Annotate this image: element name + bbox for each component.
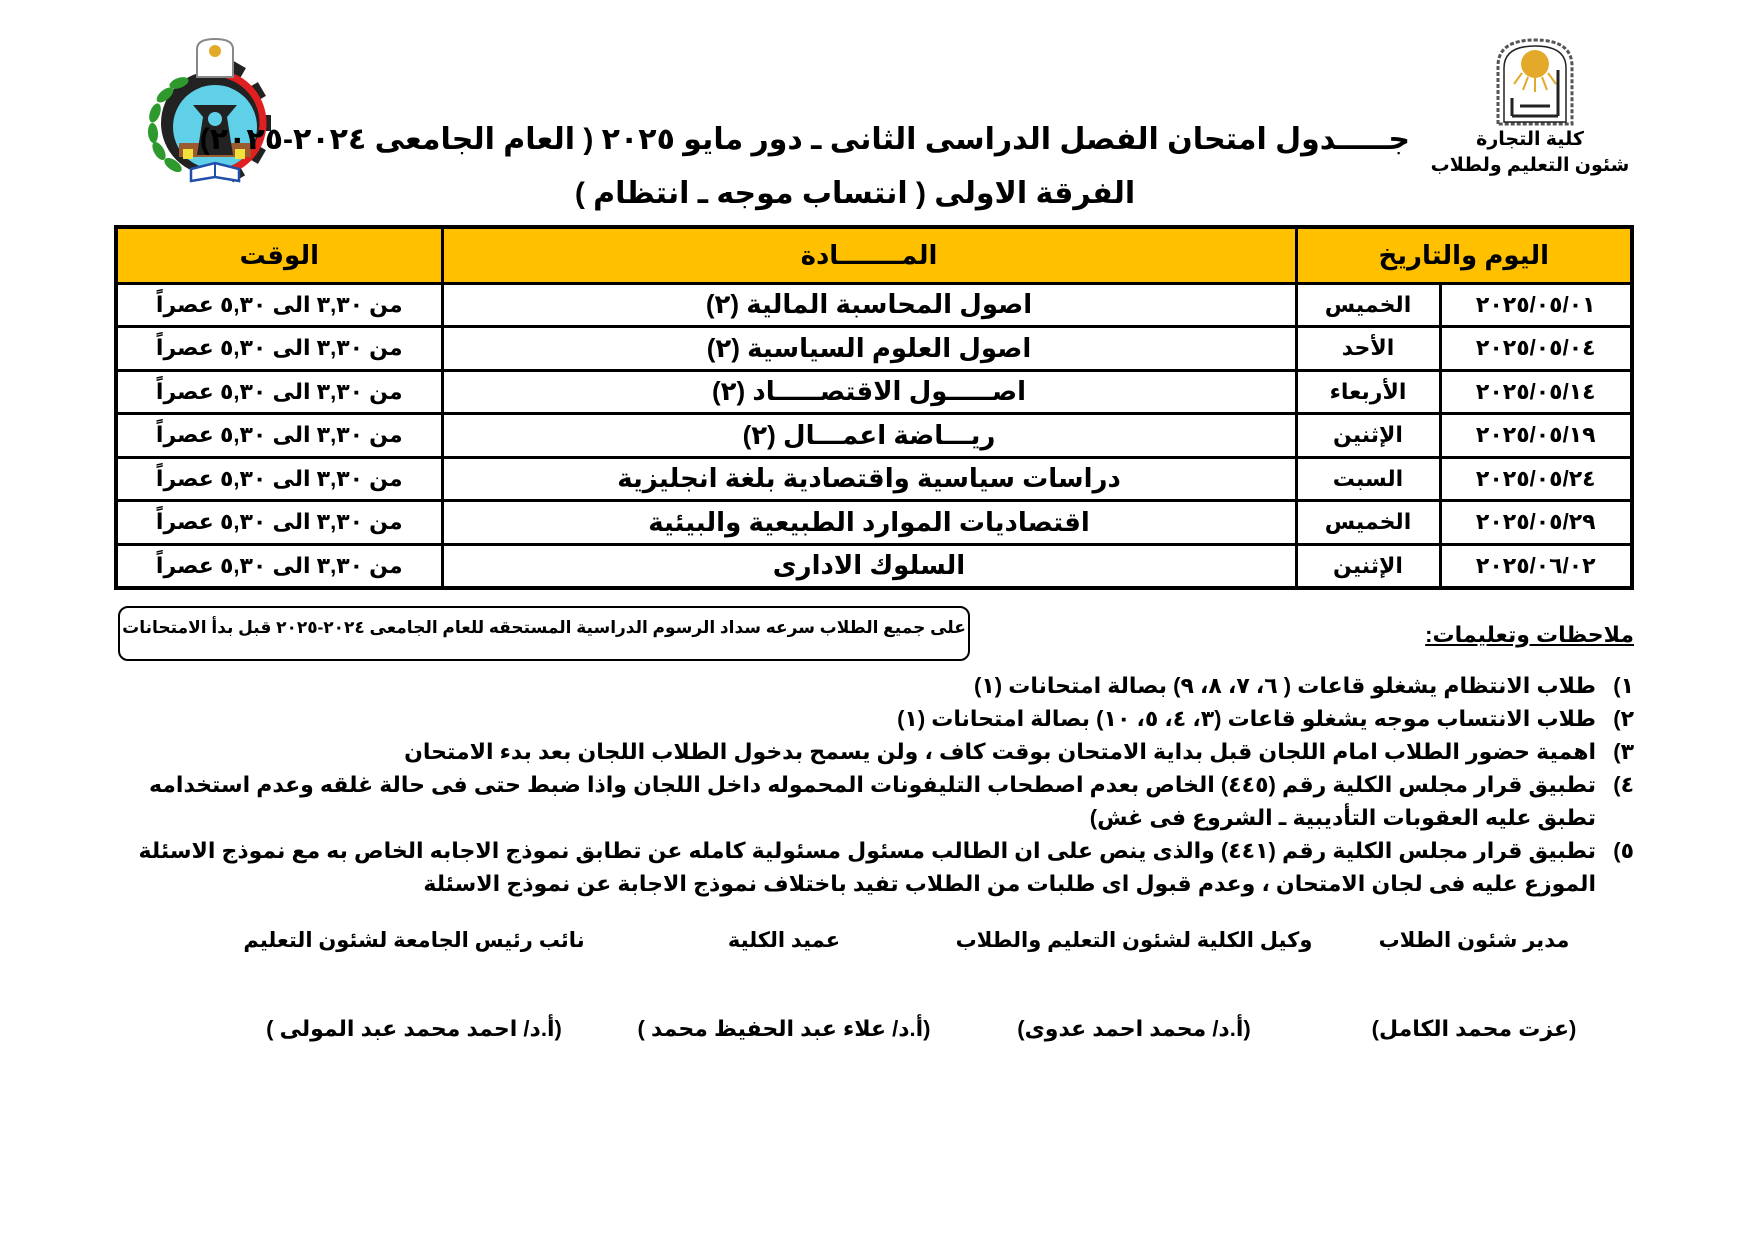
table-row xyxy=(116,370,1632,414)
exam-date: ٢٠٢٥/٠٥/٠٤ xyxy=(1440,327,1632,371)
exam-day: الخميس xyxy=(1296,283,1440,327)
signature-name: (أ.د/ احمد محمد عبد المولى ) xyxy=(266,1015,562,1041)
exam-date: ٢٠٢٥/٠٥/٢٤ xyxy=(1440,457,1632,501)
fees-notice-box xyxy=(118,606,970,661)
note-number: ٤) xyxy=(1613,771,1634,797)
exam-time: من ٣,٣٠ الى ٥,٣٠ عصراً xyxy=(116,283,442,327)
exam-date: ٢٠٢٥/٠٥/٢٩ xyxy=(1440,501,1632,545)
signature-university-vice-president xyxy=(214,926,614,1044)
exam-time: من ٣,٣٠ الى ٥,٣٠ عصراً xyxy=(116,457,442,501)
assiut-university-logo xyxy=(1490,36,1580,126)
exam-time: من ٣,٣٠ الى ٥,٣٠ عصراً xyxy=(116,501,442,545)
exam-day: السبت xyxy=(1296,457,1440,501)
signature-name: (أ.د/ محمد احمد عدوى) xyxy=(1017,1015,1251,1041)
table-row xyxy=(116,414,1632,458)
signature-name: (أ.د/ علاء عبد الحفيظ محمد ) xyxy=(637,1015,931,1041)
college-name: كلية التجارة xyxy=(1476,129,1584,150)
notes-header-row xyxy=(118,606,1634,661)
note-number: ٢) xyxy=(1613,705,1634,731)
table-row xyxy=(116,544,1632,588)
notes-heading: ملاحظات وتعليمات: xyxy=(1425,621,1634,647)
page-title: جـــــدول امتحان الفصل الدراسى الثانى ـ دور مايو ٢٠٢٥ ( العام الجامعى ٢٠٢٤-٢٠٢٥) xyxy=(199,123,1410,156)
signature-vice-dean xyxy=(954,926,1314,1044)
signatures-block xyxy=(214,926,1634,1044)
note-number: ١) xyxy=(1613,672,1634,698)
signature-title: مدير شئون الطلاب xyxy=(1378,928,1570,952)
signature-student-affairs-director xyxy=(1314,926,1634,1044)
note-text: تطبيق قرار مجلس الكلية رقم (٤٤٥) الخاص بعدم اصطحاب التليفونات المحموله داخل اللجان واذا ضبط حتى فى حالة غلقه وعدم استخدامه تطبق عليه العقوبات التأديبية ـ الشروع فى غش) xyxy=(148,771,1596,830)
notes-list xyxy=(114,669,1634,900)
exam-subject: دراسات سياسية واقتصادية بلغة انجليزية xyxy=(442,457,1296,501)
document-body xyxy=(118,225,1634,1044)
exam-time: من ٣,٣٠ الى ٥,٣٠ عصراً xyxy=(116,544,442,588)
note-item xyxy=(114,669,1634,702)
column-header-subject: المـــــــادة xyxy=(442,227,1296,283)
exam-time: من ٣,٣٠ الى ٥,٣٠ عصراً xyxy=(116,327,442,371)
note-text: طلاب الانتظام يشغلو قاعات ( ٦، ٧، ٨، ٩) بصالة امتحانات (١) xyxy=(974,672,1596,698)
exam-date: ٢٠٢٥/٠٦/٠٢ xyxy=(1440,544,1632,588)
exam-subject: اصول المحاسبة المالية (٢) xyxy=(442,283,1296,327)
note-number: ٣) xyxy=(1613,738,1634,764)
exam-subject: اصول العلوم السياسية (٢) xyxy=(442,327,1296,371)
note-text: اهمية حضور الطلاب امام اللجان قبل بداية الامتحان بوقت كاف ، ولن يسمح بدخول الطلاب اللجان بعد بدء الامتحان xyxy=(404,738,1596,764)
exam-subject: اقتصاديات الموارد الطبيعية والبيئية xyxy=(442,501,1296,545)
table-row xyxy=(116,327,1632,371)
signature-title: وكيل الكلية لشئون التعليم والطلاب xyxy=(955,928,1313,952)
note-item xyxy=(114,735,1634,768)
note-item xyxy=(114,702,1634,735)
exam-date: ٢٠٢٥/٠٥/٠١ xyxy=(1440,283,1632,327)
exam-time: من ٣,٣٠ الى ٥,٣٠ عصراً xyxy=(116,414,442,458)
exam-subject: اصـــــول الاقتصـــــاد (٢) xyxy=(442,370,1296,414)
table-row xyxy=(116,501,1632,545)
note-text: تطبيق قرار مجلس الكلية رقم (٤٤١) والذى ينص على ان الطالب مسئول مسئولية كامله عن تطابق نموذج الاجابه الخاص به مع نموذج الاسئلة الموزع عليه فى لجان الامتحان ، وعدم قبول اى طلبات من الطلاب تفيد باختلاف نموذج الاجابة عن نموذج الاسئلة xyxy=(138,837,1596,896)
exam-subject: ريـــاضة اعمـــال (٢) xyxy=(442,414,1296,458)
column-header-day-date: اليوم والتاريخ xyxy=(1296,227,1632,283)
exam-day: الخميس xyxy=(1296,501,1440,545)
signature-title: نائب رئيس الجامعة لشئون التعليم xyxy=(243,928,585,952)
note-number: ٥) xyxy=(1613,837,1634,863)
university-emblem-icon xyxy=(1490,36,1580,126)
table-row xyxy=(116,457,1632,501)
faculty-logo xyxy=(135,35,275,185)
faculty-emblem-icon xyxy=(135,35,275,185)
signature-title: عميد الكلية xyxy=(727,928,841,952)
exam-day: الإثنين xyxy=(1296,544,1440,588)
department-name: شئون التعليم ولطلاب xyxy=(1430,155,1630,176)
exam-date: ٢٠٢٥/٠٥/١٩ xyxy=(1440,414,1632,458)
exam-day: الإثنين xyxy=(1296,414,1440,458)
note-text: طلاب الانتساب موجه يشغلو قاعات (٣، ٤، ٥، ١٠) بصالة امتحانات (١) xyxy=(897,705,1596,731)
note-item xyxy=(114,768,1634,834)
exam-day: الأحد xyxy=(1296,327,1440,371)
exam-day: الأربعاء xyxy=(1296,370,1440,414)
table-header-row xyxy=(116,227,1632,283)
column-header-time: الوقت xyxy=(116,227,442,283)
exam-subject: السلوك الادارى xyxy=(442,544,1296,588)
exam-schedule-table xyxy=(114,225,1634,590)
exam-time: من ٣,٣٠ الى ٥,٣٠ عصراً xyxy=(116,370,442,414)
exam-date: ٢٠٢٥/٠٥/١٤ xyxy=(1440,370,1632,414)
signature-name: (عزت محمد الكامل) xyxy=(1371,1015,1577,1041)
signature-dean xyxy=(614,926,954,1044)
note-item xyxy=(114,834,1634,900)
page-subtitle: الفرقة الاولى ( انتساب موجه ـ انتظام ) xyxy=(574,177,1136,210)
table-row xyxy=(116,283,1632,327)
fees-notice-text: على جميع الطلاب سرعه سداد الرسوم الدراسية المستحقه للعام الجامعى ٢٠٢٤-٢٠٢٥ قبل بدأ الامتحانات xyxy=(122,618,966,637)
